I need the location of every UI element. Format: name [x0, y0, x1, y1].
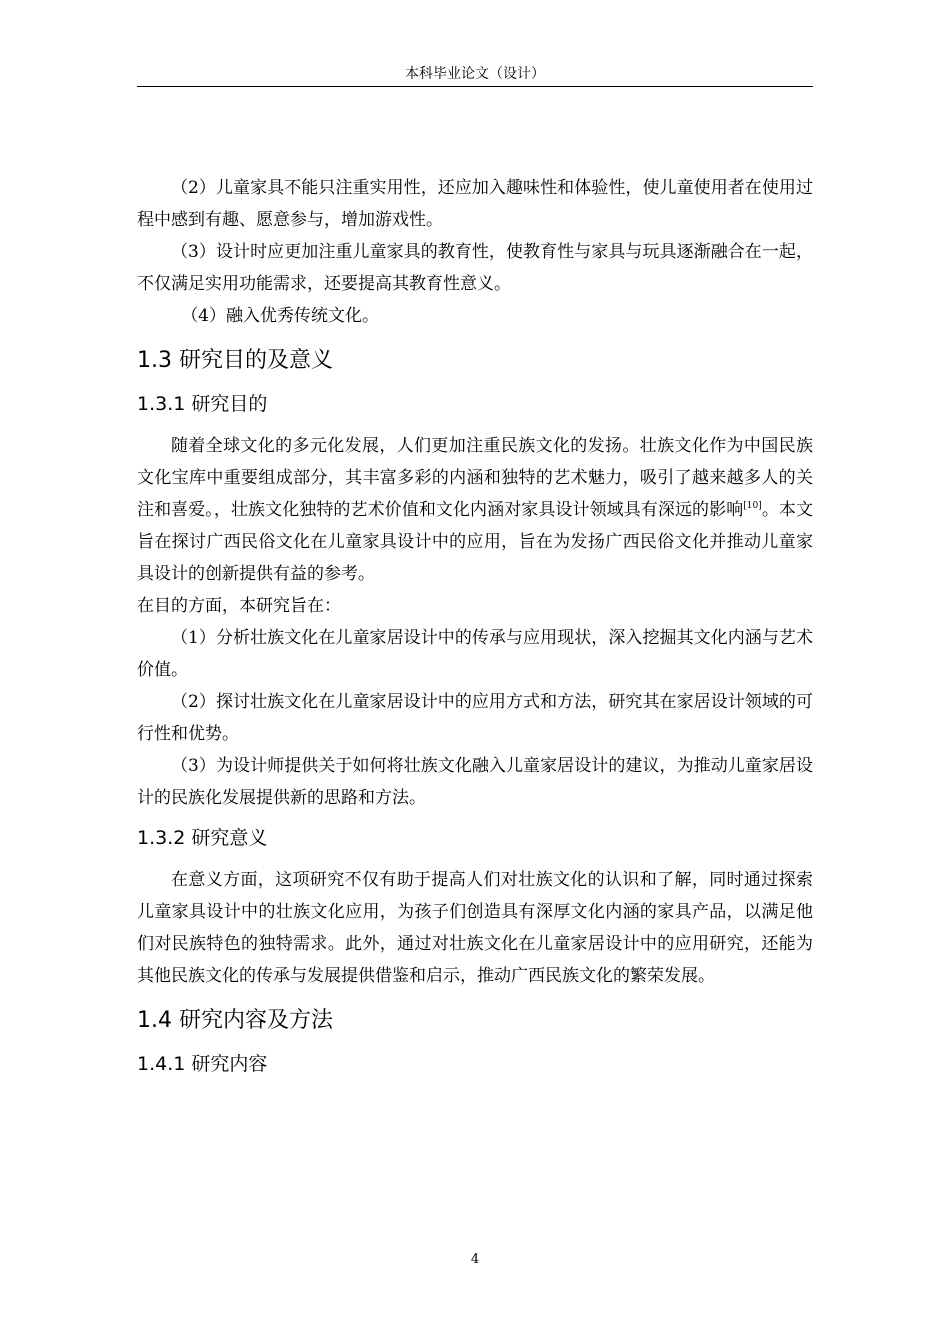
- paragraph-purpose-1: （1）分析壮族文化在儿童家居设计中的传承与应用现状，深入挖掘其文化内涵与艺术价值。: [137, 628, 813, 680]
- subsection-heading-1-3-1: 1.3.1 研究目的: [137, 393, 268, 415]
- paragraph-purpose-3: （3）为设计师提供关于如何将壮族文化融入儿童家居设计的建议，为推动儿童家居设计的民族化发展提供新的思路和方法。: [137, 756, 813, 808]
- section-heading-1-3: 1.3 研究目的及意义: [137, 348, 333, 373]
- header-rule: [137, 86, 813, 87]
- paragraph-item-3: （3）设计时应更加注重儿童家具的教育性，使教育性与家具与玩具逐渐融合在一起，不仅满足实用功能需求，还要提高其教育性意义。: [137, 242, 813, 294]
- paragraph-item-2: （2）儿童家具不能只注重实用性，还应加入趣味性和体验性，使儿童使用者在使用过程中感到有趣、愿意参与，增加游戏性。: [137, 178, 813, 230]
- paragraph-purpose-intro: 在目的方面，本研究旨在：: [137, 596, 341, 616]
- paragraph-research-significance: 在意义方面，这项研究不仅有助于提高人们对壮族文化的认识和了解，同时通过探索儿童家具设计中的壮族文化应用，为孩子们创造具有深厚文化内涵的家具产品，以满足他们对民族特色的独特需求。此外，通过对壮族文化在儿童家居设计中的应用研究，还能为其他民族文化的传承与发展提供借鉴和启示，推动广西民族文化的繁荣发展。: [137, 870, 813, 986]
- page-body: [137, 172, 813, 1090]
- section-heading-1-4: 1.4 研究内容及方法: [137, 1008, 333, 1033]
- subsection-heading-1-3-2: 1.3.2 研究意义: [137, 827, 268, 849]
- paragraph-research-purpose: [137, 430, 813, 590]
- subsection-heading-1-4-1: 1.4.1 研究内容: [137, 1053, 268, 1075]
- page-header: 本科毕业论文（设计）: [405, 66, 545, 82]
- citation-ref: [10]: [743, 501, 762, 511]
- page-number: 4: [470, 1252, 480, 1267]
- paragraph-text: 随着全球文化的多元化发展，人们更加注重民族文化的发扬。壮族文化作为中国民族文化宝库中重要组成部分，其丰富多彩的内涵和独特的艺术魅力，吸引了越来越多人的关注和喜爱。，壮族文化独特的艺术价值和文化内涵对家具设计领域具有深远的影响: [137, 436, 813, 520]
- paragraph-text: 。本文旨在探讨广西民俗文化在儿童家具设计中的应用，旨在为发扬广西民俗文化并推动儿童家具设计的创新提供有益的参考。: [137, 500, 814, 584]
- paragraph-purpose-2: （2）探讨壮族文化在儿童家居设计中的应用方式和方法，研究其在家居设计领域的可行性和优势。: [137, 692, 813, 744]
- paragraph-item-4: （4）融入优秀传统文化。: [181, 306, 380, 326]
